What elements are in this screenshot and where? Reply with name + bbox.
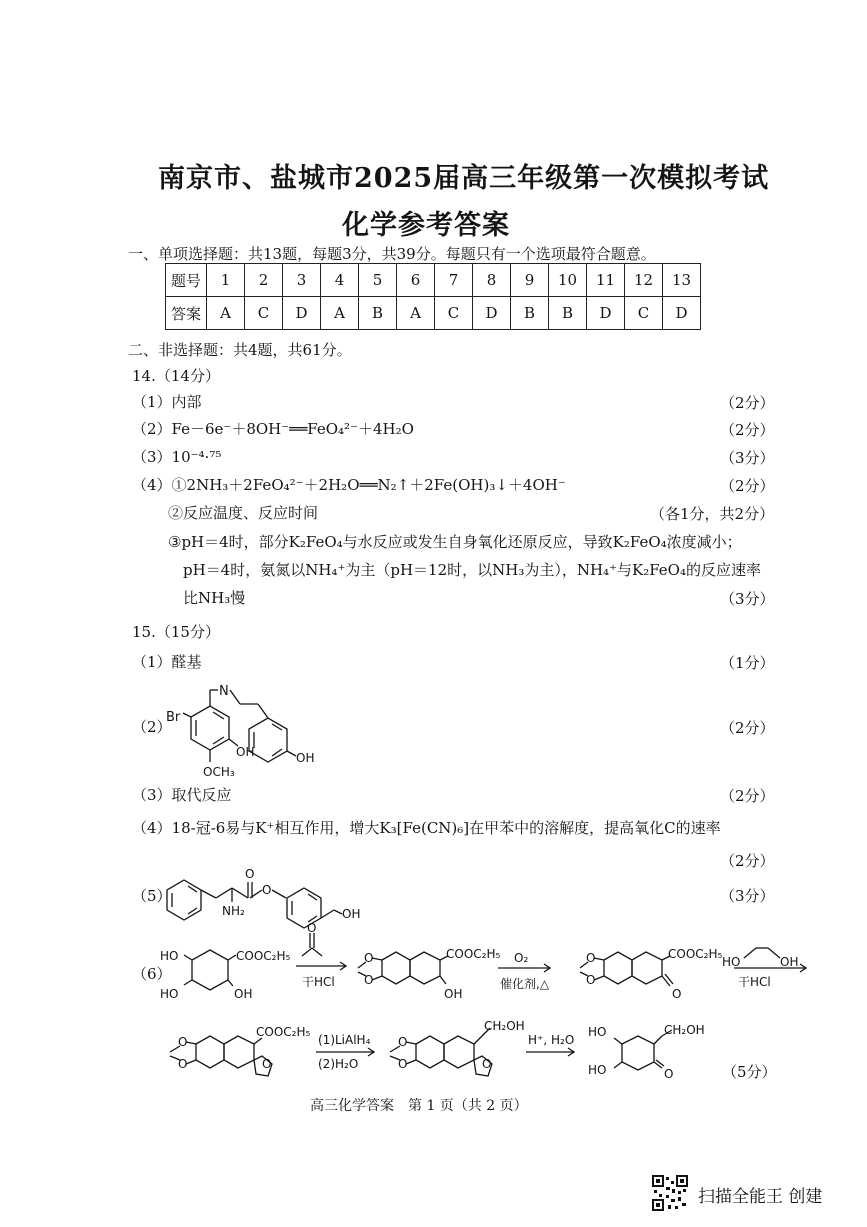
q14-part4c-line2: pH＝4时，氨氮以NH₄⁺为主（pH＝12时，以NH₃为主），NH₄⁺与K₂FeO₄的反应速率 — [183, 561, 761, 579]
q14-part4a: （4）①2NH₃＋2FeO₄²⁻＋2H₂O══N₂↑＋2Fe(OH)₃↓＋4OH⁻ — [132, 476, 566, 494]
qr-code-icon — [652, 1175, 688, 1211]
chem-o-label-10: O — [178, 1057, 188, 1071]
chem-nh2-label: NH₂ — [222, 904, 245, 918]
table-header-cell: 答案 — [166, 297, 207, 330]
chem-o-label-15: O — [664, 1067, 674, 1081]
chem-dry-hcl-label: 干HCl — [302, 975, 335, 989]
q14-part1: （1）内部 — [132, 393, 202, 411]
chem-o2-label: O₂ — [514, 951, 529, 965]
table-cell-number: 2 — [245, 264, 283, 297]
chem-och3-label: OCH₃ — [203, 765, 235, 779]
table-cell-number: 8 — [473, 264, 511, 297]
page-title: 南京市、盐城市2025届高三年级第一次模拟考试 — [158, 163, 770, 194]
table-cell-number: 10 — [549, 264, 587, 297]
table-header-cell: 题号 — [166, 264, 207, 297]
q15-part1: （1）醛基 — [132, 653, 202, 671]
chem-oh-label-6: OH — [780, 955, 799, 969]
chem-oh-label-3: OH — [342, 907, 361, 921]
chem-o-label-4: O — [364, 951, 374, 965]
table-cell-answer: A — [397, 297, 435, 330]
table-cell-number: 4 — [321, 264, 359, 297]
q15-part2-label: （2） — [132, 718, 172, 736]
chem-ho-label: HO — [160, 949, 179, 963]
chem-o-label-13: O — [398, 1057, 408, 1071]
chem-o-label: O — [245, 867, 255, 881]
chem-oh-label-4: OH — [234, 987, 253, 1001]
table-cell-number: 3 — [283, 264, 321, 297]
table-cell-answer: B — [359, 297, 397, 330]
chem-o-label-3: O — [307, 921, 317, 935]
q15-part2-score: （2分） — [720, 719, 775, 737]
table-cell-answer: D — [283, 297, 321, 330]
q14-part4b: ②反应温度、反应时间 — [168, 504, 319, 522]
table-cell-answer: D — [587, 297, 625, 330]
section-one-heading: 一、单项选择题：共13题，每题3分，共39分。每题只有一个选项最符合题意。 — [128, 245, 656, 263]
chem-catalyst-label: 催化剂,△ — [500, 977, 550, 991]
chem-o-label-9: O — [178, 1035, 188, 1049]
table-cell-answer: A — [207, 297, 245, 330]
q14-part2: （2）Fe－6e⁻＋8OH⁻══FeO₄²⁻＋4H₂O — [132, 420, 414, 438]
chem-ho-label-5: HO — [588, 1063, 607, 1077]
chem-br-label: Br — [166, 710, 181, 725]
table-cell-number: 5 — [359, 264, 397, 297]
q14-part3: （3）10⁻⁴·⁷⁵ — [132, 448, 222, 466]
q14-part3-score: （3分） — [720, 449, 775, 467]
table-cell-number: 7 — [435, 264, 473, 297]
chem-ch2oh-label: CH₂OH — [484, 1019, 525, 1033]
chem-o-label-7: O — [586, 973, 596, 987]
q14-part2-score: （2分） — [720, 421, 775, 439]
table-cell-number: 12 — [625, 264, 663, 297]
chem-oh-label-5: OH — [444, 987, 463, 1001]
q15-part3-score: （2分） — [720, 787, 775, 805]
chem-oh-label: OH — [236, 745, 255, 759]
table-cell-number: 6 — [397, 264, 435, 297]
q15-part1-score: （1分） — [720, 654, 775, 672]
chem-ho-label-2: HO — [160, 987, 179, 1001]
q15-part4-score: （2分） — [720, 852, 775, 870]
chem-ch2oh-label-2: CH₂OH — [664, 1023, 705, 1037]
chem-oh-label-2: OH — [296, 751, 315, 765]
chem-dry-hcl-label-2: 干HCl — [738, 975, 771, 989]
scanner-brand-label: 扫描全能王 创建 — [698, 1187, 823, 1207]
q14-header: 14.（14分） — [132, 367, 220, 385]
page-subtitle: 化学参考答案 — [342, 210, 510, 241]
q15-part4: （4）18-冠-6易与K⁺相互作用，增大K₃[Fe(CN)₆]在甲苯中的溶解度，提高氧化C的速率 — [132, 819, 721, 837]
chem-h2o-label: (2)H₂O — [318, 1057, 359, 1071]
table-cell-answer: A — [321, 297, 359, 330]
table-cell-number: 11 — [587, 264, 625, 297]
table-cell-answer: C — [625, 297, 663, 330]
q15-part5-score: （3分） — [720, 887, 775, 905]
table-cell-number: 13 — [663, 264, 701, 297]
chem-o-label-8: O — [672, 987, 682, 1001]
chem-h-h2o-label: H⁺, H₂O — [528, 1033, 575, 1047]
chem-cooet-label-3: COOC₂H₅ — [668, 947, 723, 961]
q15-part3: （3）取代反应 — [132, 786, 232, 804]
table-cell-answer: C — [435, 297, 473, 330]
chem-o-label-5: O — [364, 973, 374, 987]
chem-cooet-label-2: COOC₂H₅ — [446, 947, 501, 961]
chem-ho-label-4: HO — [588, 1025, 607, 1039]
q14-part4a-score: （2分） — [720, 477, 775, 495]
table-cell-answer: C — [245, 297, 283, 330]
q14-part4c-score: （3分） — [720, 590, 775, 608]
chem-ho-label-3: HO — [722, 955, 741, 969]
table-cell-answer: B — [511, 297, 549, 330]
table-cell-number: 1 — [207, 264, 245, 297]
chem-lialh4-label: (1)LiAlH₄ — [318, 1033, 371, 1047]
chem-o-label-14: O — [482, 1057, 492, 1071]
q14-part4c-line3: 比NH₃慢 — [183, 589, 246, 607]
chem-cooet-label-4: COOC₂H₅ — [256, 1025, 311, 1039]
chem-o-label-2: O — [262, 883, 272, 897]
page-footer: 高三化学答案 第 1 页（共 2 页） — [310, 1098, 528, 1114]
section-two-heading: 二、非选择题：共4题，共61分。 — [128, 341, 352, 359]
chem-n-label: N — [219, 684, 229, 699]
chem-o-label-11: O — [262, 1057, 272, 1071]
table-cell-answer: D — [473, 297, 511, 330]
q14-part4c-line1: ③pH＝4时，部分K₂FeO₄与水反应或发生自身氧化还原反应，导致K₂FeO₄浓度减小； — [168, 533, 742, 551]
chem-o-label-6: O — [586, 951, 596, 965]
table-cell-number: 9 — [511, 264, 549, 297]
q15-part5-label: （5） — [132, 887, 172, 905]
table-cell-answer: B — [549, 297, 587, 330]
q15-part6-label: （6） — [132, 965, 172, 983]
chem-o-label-12: O — [398, 1035, 408, 1049]
q15-header: 15.（15分） — [132, 623, 220, 641]
q14-part1-score: （2分） — [720, 394, 775, 412]
table-cell-answer: D — [663, 297, 701, 330]
chem-cooet-label: COOC₂H₅ — [236, 949, 291, 963]
q14-part4b-score: （各1分，共2分） — [650, 505, 775, 523]
q15-part6-score: （5分） — [722, 1063, 777, 1081]
